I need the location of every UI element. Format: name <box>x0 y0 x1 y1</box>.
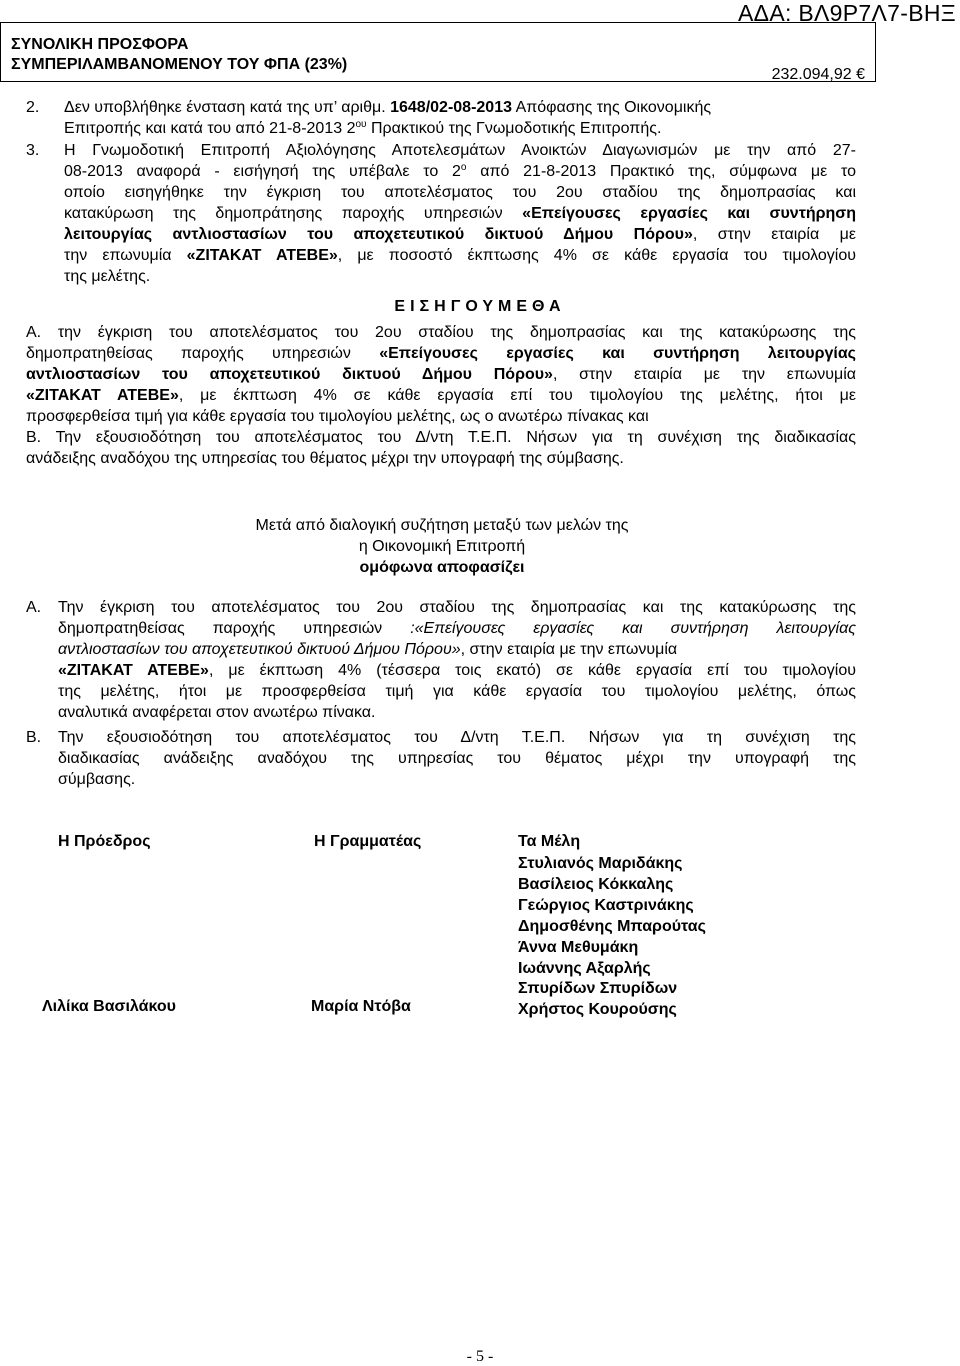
company-name: «ΖΙΤΑΚΑΤ ΑΤΕΒΕ» <box>186 247 338 264</box>
secretary-title: Η Γραμματέας <box>314 833 422 850</box>
proposal-line-1: Α. την έγκριση του αποτελέσματος του 2ου σταδίου της δημοπρασίας και της κατακύρωσης της <box>26 324 856 341</box>
item-3-text-a: 08-2013 αναφορά - εισήγησή της υπέβαλε το 2 <box>64 163 461 180</box>
decision-intro-line-3: ομόφωνα αποφασίζει <box>359 559 525 576</box>
proposal-line-4 <box>26 385 856 406</box>
proposal-line-6: Β. Την εξουσιοδότηση του αποτελέσματος του Δ/ντη Τ.Ε.Π. Νήσων για τη συνέχιση της διαδικασίας <box>26 429 856 446</box>
item-3-ordinal: ο <box>460 162 467 173</box>
recommendation-heading: ΕΙΣΗΓΟΥΜΕΘΑ <box>394 298 566 315</box>
decision-intro-line-1: Μετά από διαλογική συζήτηση μεταξύ των μελών της <box>255 517 629 534</box>
page-number: - 5 - <box>466 1348 494 1365</box>
item-2-text-a: Δεν υποβλήθηκε ένσταση κατά της υπ’ αριθμ. <box>64 99 391 116</box>
member-name: Άννα Μεθυμάκη <box>518 938 639 956</box>
item-3-number: 3. <box>26 142 40 159</box>
member-name: Χρήστος Κουρούσης <box>518 1001 677 1019</box>
member-name: Σπυρίδων Σπυρίδων <box>518 980 678 998</box>
members-title: Τα Μέλη <box>518 833 581 850</box>
item-3-line-4 <box>64 203 856 224</box>
item-3 <box>26 140 856 287</box>
item-2-ordinal: ου <box>355 119 367 130</box>
member-name: Βασίλειος Κόκκαλης <box>518 875 674 893</box>
decision-a-text-b: , στην εταιρία με την επωνυμία <box>460 641 678 658</box>
decision-intro-line-2: η Οικονομική Επιτροπή <box>358 538 526 555</box>
total-offer-amount: 232.094,92 € <box>771 66 865 83</box>
decision-b-line-1: Την εξουσιοδότηση του αποτελέσματος του Δ/ντη Τ.Ε.Π. Νήσων για τη συνέχιση της <box>58 729 856 746</box>
decision-a-line-1: Την έγκριση του αποτελέσματος του 2ου σταδίου της δημοπρασίας και της κατακύρωσης της <box>58 599 856 616</box>
member-name: Στυλιανός Μαριδάκης <box>518 855 683 872</box>
item-3-line-3: οποίο εισηγήθηκε την έγκριση του αποτελέσματος του 2ου σταδίου της δημοπρασίας και <box>64 184 856 201</box>
decision-a-label: Α. <box>26 599 42 616</box>
members-list <box>518 854 706 1021</box>
member-name: Γεώργιος Καστρινάκης <box>518 896 694 914</box>
decision-a-line-6: αναλυτικά αναφέρεται στον ανωτέρω πίνακα. <box>58 704 376 721</box>
decision-a-line-2 <box>58 618 856 639</box>
proposal-line-7: ανάδειξης αναδόχου της υπηρεσίας του θέματος μέχρι την υπογραφή της σύμβασης. <box>26 450 624 467</box>
decision-b <box>26 727 856 790</box>
ada-code: ΑΔΑ: ΒΛ9Ρ7Λ7-ΒΗΞ <box>738 0 956 26</box>
item-3-line-5 <box>64 224 856 245</box>
proposal-paragraph <box>26 322 856 469</box>
decision-intro <box>0 515 884 578</box>
proposal-line-5: προσφερθείσα τιμή για κάθε εργασία του τιμολογίου μελέτης, ως ο ανωτέρω πίνακας και <box>26 408 649 425</box>
item-2-line-1 <box>64 97 856 118</box>
item-2-text-d: Πρακτικού της Γνωμοδοτικής Επιτροπής. <box>366 120 662 137</box>
item-2 <box>26 97 856 139</box>
proposal-line-3 <box>26 364 856 385</box>
proposal-service-part2: αντλιοστασίων του αποχετευτικού δικτυού Δήμου Πόρου» <box>26 366 553 383</box>
item-3-text-d: , στην εταιρία με <box>692 226 856 243</box>
proposal-text-a: δημοπρατηθείσας παροχής υπηρεσιών <box>26 345 380 362</box>
decision-a-line-3 <box>58 639 856 660</box>
decision-a-service-part1: :«Επείγουσες εργασίες και συντήρηση λειτουργίας <box>410 620 857 637</box>
item-3-line-2 <box>64 161 856 182</box>
item-2-text-b: Απόφασης της Οικονομικής <box>512 99 712 116</box>
service-title-part1: «Επείγουσες εργασίες και συντήρηση <box>522 205 857 222</box>
item-3-line-1: Η Γνωμοδοτική Επιτροπή Αξιολόγησης Αποτελεσμάτων Ανοικτών Διαγωνισμών με την από 27- <box>64 142 856 159</box>
decision-b-label: Β. <box>26 729 42 746</box>
decision-number: 1648/02-08-2013 <box>390 99 512 116</box>
item-3-text-f: , με ποσοστό έκπτωσης 4% σε κάθε εργασία του τιμολογίου <box>337 247 856 264</box>
member-name: Ιωάννης Αξαρλής <box>518 959 651 977</box>
decision-b-line-2: διαδικασίας ανάδειξης αναδόχου της υπηρεσίας του θέματος μέχρι την υπογραφή της <box>58 750 856 767</box>
item-3-text-b: από 21-8-2013 Πρακτικό της, σύμφωνα με το <box>466 163 856 180</box>
decision-a-line-5: της μελέτης, ήτοι με προσφερθείσα τιμή για κάθε εργασία του τιμολογίου μελέτης, όπως <box>58 683 856 700</box>
proposal-text-c: , με έκπτωση 4% σε κάθε εργασία επί του τιμολογίου της μελέτης, ήτοι με <box>178 387 856 404</box>
decision-a-line-4 <box>58 660 856 681</box>
secretary-name: Μαρία Ντόβα <box>311 998 411 1015</box>
item-2-number: 2. <box>26 99 40 116</box>
item-3-text-e: την επωνυμία <box>64 247 187 264</box>
service-title-part2: λειτουργίας αντλιοστασίων του αποχετευτικού δικτυού Δήμου Πόρου» <box>64 226 693 243</box>
item-3-line-7: της μελέτης. <box>64 268 151 285</box>
item-2-line-2 <box>64 118 856 139</box>
decision-a-text-a: δημοπρατηθείσας παροχής υπηρεσιών <box>58 620 411 637</box>
total-offer-box <box>0 22 876 82</box>
decision-a-service-part2: αντλιοστασίων του αποχετευτικού δικτυού Δήμου Πόρου» <box>58 641 461 658</box>
president-title: Η Πρόεδρος <box>58 833 151 850</box>
president-name: Λιλίκα Βασιλάκου <box>42 998 176 1015</box>
total-offer-label-line2: ΣΥΜΠΕΡΙΛΑΜΒΑΝΟΜΕΝΟΥ ΤΟΥ ΦΠΑ (23%) <box>11 56 348 73</box>
decision-a-text-c: , με έκπτωση 4% (τέσσερα τοις εκατό) σε κάθε εργασία επί του τιμολογίου <box>208 662 857 679</box>
decision-a <box>26 597 856 723</box>
proposal-line-2 <box>26 343 856 364</box>
item-3-line-6 <box>64 245 856 266</box>
decision-a-company: «ΖΙΤΑΚΑΤ ΑΤΕΒΕ» <box>58 662 209 679</box>
total-offer-label <box>11 35 347 75</box>
proposal-service-part1: «Επείγουσες εργασίες και συντήρηση λειτουργίας <box>379 345 857 362</box>
item-3-text-c: κατακύρωση της δημοπράτησης παροχής υπηρεσιών <box>64 205 523 222</box>
proposal-text-b: , στην εταιρία με την επωνυμία <box>552 366 857 383</box>
proposal-company: «ΖΙΤΑΚΑΤ ΑΤΕΒΕ» <box>26 387 179 404</box>
decision-b-line-3: σύμβασης. <box>58 771 136 788</box>
total-offer-label-line1: ΣΥΝΟΛΙΚΗ ΠΡΟΣΦΟΡΑ <box>11 36 189 53</box>
member-name: Δημοσθένης Μπαρούτας <box>518 917 706 935</box>
item-2-text-c: Επιτροπής και κατά του από 21-8-2013 2 <box>64 120 356 137</box>
